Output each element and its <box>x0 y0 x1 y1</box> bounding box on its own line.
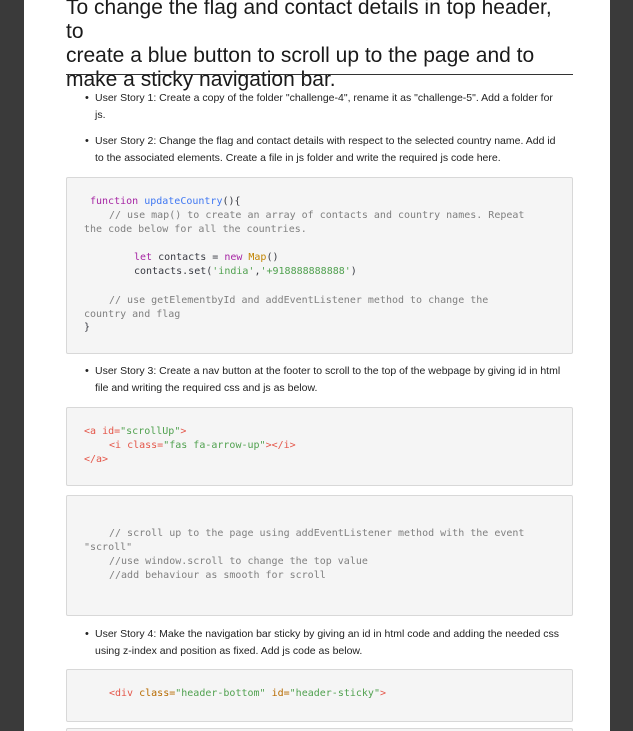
code-line <box>134 265 357 279</box>
code-comment: country and flag <box>84 309 181 320</box>
code-punct: (){ <box>222 196 241 207</box>
user-story-3-text <box>95 363 569 396</box>
page-title <box>66 0 573 92</box>
title-divider <box>66 74 573 75</box>
code-punct: } <box>84 322 91 333</box>
story-line: using z-index and position as fixed. Add js code as below. <box>95 644 363 657</box>
code-comment: //add behaviour as smooth for scroll <box>109 570 326 581</box>
code-tag: <div <box>109 688 134 699</box>
code-class-name: Map <box>242 252 267 263</box>
bullet-icon: • <box>85 628 89 640</box>
bullet-icon: • <box>85 365 89 377</box>
code-attr: class= <box>133 688 176 699</box>
code-attr: id= <box>96 426 121 437</box>
code-keyword: function <box>90 196 139 207</box>
bullet-icon: • <box>85 135 89 147</box>
code-block-update-country <box>66 177 573 354</box>
story-line: User Story 3: Create a nav button at the footer to scroll to the top of the webpage by giving id in html <box>95 365 561 377</box>
code-punct: () <box>266 252 279 263</box>
code-keyword: let <box>134 252 153 263</box>
code-comment: // use getElementbyId and addEventListener method to change the <box>109 295 489 306</box>
code-block-sticky-header <box>66 669 573 722</box>
code-string: "header-sticky" <box>289 688 380 699</box>
user-story-4-text <box>95 626 569 659</box>
story-line: file and writing the required css and js as below. <box>95 381 318 394</box>
code-comment: // use map() to create an array of contacts and country names. Repeat <box>109 210 525 221</box>
code-tag: <a <box>84 426 97 437</box>
story-line: User Story 2: Change the flag and contact details with respect to the selected country name. Add id <box>95 135 556 147</box>
code-comment: "scroll" <box>84 542 133 553</box>
code-line <box>84 425 186 439</box>
code-line <box>134 251 279 265</box>
left-viewer-margin <box>0 0 24 731</box>
code-attr: id= <box>265 688 290 699</box>
story-line: User Story 4: Make the navigation bar sticky by giving an id in html code and adding the needed css <box>95 628 560 640</box>
code-block-scroll-js <box>66 495 573 616</box>
code-line <box>109 687 386 701</box>
code-tag: > <box>180 426 187 437</box>
code-punct: , <box>254 266 261 277</box>
code-line <box>90 195 241 209</box>
code-comment: // scroll up to the page using addEventListener method with the event <box>109 528 525 539</box>
title-line-2: create a blue button to scroll up to the page and to <box>66 44 535 67</box>
code-keyword: new <box>224 252 243 263</box>
code-punct: ) <box>350 266 357 277</box>
code-string: "fas fa-arrow-up" <box>163 440 266 451</box>
bullet-icon: • <box>85 92 89 104</box>
title-line-1: To change the flag and contact details in top header, to <box>66 0 552 43</box>
story-line: js. <box>95 108 106 121</box>
user-story-2-text <box>95 133 569 166</box>
code-comment: //use window.scroll to change the top value <box>109 556 368 567</box>
code-string: "header-bottom" <box>175 688 266 699</box>
code-string: '+918888888888' <box>260 266 351 277</box>
code-tag: <i <box>109 440 122 451</box>
code-tag: ></i> <box>265 440 296 451</box>
code-attr: class= <box>121 440 164 451</box>
story-line: User Story 1: Create a copy of the folder "challenge-4", rename it as "challenge-5". Add a folder for <box>95 92 553 104</box>
code-text: contacts = <box>152 252 225 263</box>
right-viewer-margin <box>610 0 633 731</box>
code-text: contacts.set( <box>134 266 213 277</box>
code-tag: > <box>379 688 386 699</box>
code-block-scroll-anchor <box>66 407 573 486</box>
story-line: to the associated elements. Create a file in js folder and write the required js code here. <box>95 151 501 164</box>
code-string: 'india' <box>212 266 255 277</box>
code-tag: </a> <box>84 454 109 465</box>
user-story-1-text <box>95 90 569 123</box>
code-function-name: updateCountry <box>144 196 223 207</box>
code-string: "scrollUp" <box>120 426 181 437</box>
code-line <box>109 439 296 453</box>
code-comment: the code below for all the countries. <box>84 224 307 235</box>
title-line-3: make a sticky navigation bar. <box>66 68 336 91</box>
